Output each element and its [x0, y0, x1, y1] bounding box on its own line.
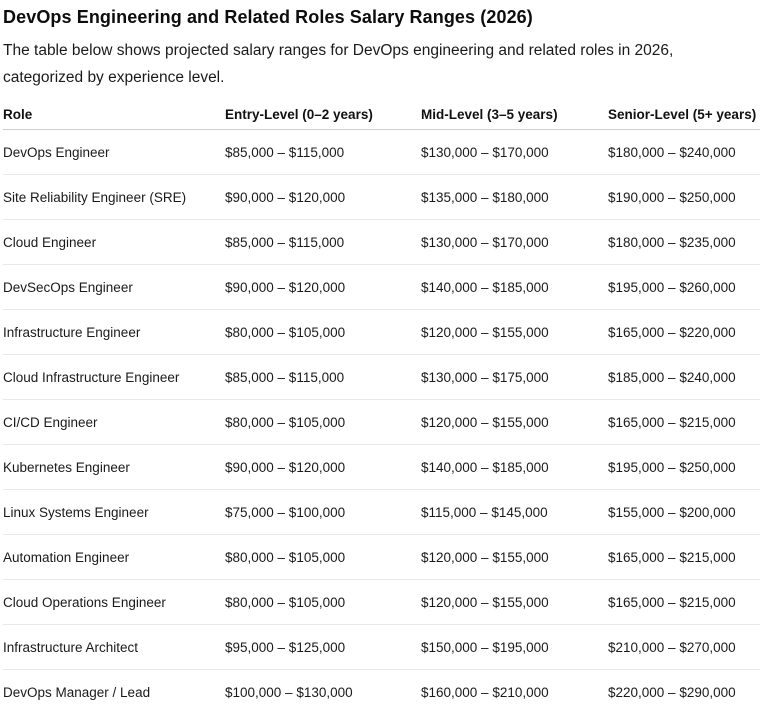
- entry-level-cell: $95,000 – $125,000: [225, 625, 421, 670]
- header-role: Role: [3, 99, 225, 130]
- role-cell: Infrastructure Engineer: [3, 310, 225, 355]
- senior-level-cell: $185,000 – $240,000: [608, 355, 760, 400]
- senior-level-cell: $195,000 – $250,000: [608, 445, 760, 490]
- mid-level-cell: $115,000 – $145,000: [421, 490, 608, 535]
- entry-level-cell: $80,000 – $105,000: [225, 400, 421, 445]
- mid-level-cell: $130,000 – $175,000: [421, 355, 608, 400]
- role-cell: DevOps Manager / Lead: [3, 684, 151, 700]
- header-senior-level: Senior-Level (5+ years): [608, 99, 760, 130]
- mid-level-cell: $120,000 – $155,000: [421, 400, 608, 445]
- entry-level-cell: $80,000 – $105,000: [225, 535, 421, 580]
- role-cell: DevOps Engineer: [3, 130, 225, 175]
- table-row: [3, 310, 760, 355]
- entry-level-cell: $75,000 – $100,000: [225, 490, 421, 535]
- mid-level-cell: $160,000 – $210,000: [421, 684, 549, 700]
- mid-level-cell: $130,000 – $170,000: [421, 220, 608, 265]
- role-cell: Linux Systems Engineer: [3, 490, 225, 535]
- senior-level-cell: $210,000 – $270,000: [608, 625, 760, 670]
- table-row: [3, 220, 760, 265]
- entry-level-cell: $90,000 – $120,000: [225, 175, 421, 220]
- table-row: [3, 400, 760, 445]
- table-row: [3, 490, 760, 535]
- table-body: [3, 130, 760, 715]
- role-cell: Cloud Infrastructure Engineer: [3, 355, 225, 400]
- senior-level-cell: $165,000 – $215,000: [608, 535, 760, 580]
- entry-level-cell: $90,000 – $120,000: [225, 445, 421, 490]
- role-cell: Cloud Operations Engineer: [3, 580, 225, 625]
- intro-paragraph: The table below shows projected salary ranges for DevOps engineering and related roles in 2026, categorized by experience level.: [3, 42, 674, 86]
- role-cell: Site Reliability Engineer (SRE): [3, 175, 225, 220]
- senior-level-cell: $180,000 – $235,000: [608, 220, 760, 265]
- senior-level-cell: $165,000 – $215,000: [608, 400, 760, 445]
- entry-level-cell: $80,000 – $105,000: [225, 310, 421, 355]
- role-cell: Automation Engineer: [3, 535, 225, 580]
- mid-level-cell: $150,000 – $195,000: [421, 625, 608, 670]
- table-row: [3, 355, 760, 400]
- role-cell: CI/CD Engineer: [3, 400, 225, 445]
- role-cell: Infrastructure Architect: [3, 625, 225, 670]
- entry-level-cell: $85,000 – $115,000: [225, 220, 421, 265]
- role-cell: Kubernetes Engineer: [3, 445, 225, 490]
- mid-level-cell: $120,000 – $155,000: [421, 580, 608, 625]
- entry-level-cell: $85,000 – $115,000: [225, 355, 421, 400]
- mid-level-cell: $120,000 – $155,000: [421, 535, 608, 580]
- role-cell: Cloud Engineer: [3, 220, 225, 265]
- senior-level-cell: $195,000 – $260,000: [608, 265, 760, 310]
- table-row: [3, 175, 760, 220]
- senior-level-cell: $180,000 – $240,000: [608, 130, 760, 175]
- senior-level-cell: $165,000 – $220,000: [608, 310, 760, 355]
- table-row: [3, 535, 760, 580]
- senior-level-cell: $190,000 – $250,000: [608, 175, 760, 220]
- mid-level-cell: $140,000 – $185,000: [421, 445, 608, 490]
- table-row: [3, 670, 760, 715]
- entry-level-cell: $90,000 – $120,000: [225, 265, 421, 310]
- mid-level-cell: $135,000 – $180,000: [421, 175, 608, 220]
- table-row: [3, 580, 760, 625]
- mid-level-cell: $140,000 – $185,000: [421, 265, 608, 310]
- table-row: [3, 130, 760, 175]
- table-row: [3, 445, 760, 490]
- page-title: DevOps Engineering and Related Roles Salary Ranges (2026): [3, 7, 533, 27]
- table-header-row: [3, 99, 760, 130]
- table-row: [3, 265, 760, 310]
- role-cell: DevSecOps Engineer: [3, 265, 225, 310]
- header-entry-level: Entry-Level (0–2 years): [225, 99, 421, 130]
- salary-table: [3, 99, 760, 714]
- mid-level-cell: $120,000 – $155,000: [421, 310, 608, 355]
- senior-level-cell: $155,000 – $200,000: [608, 490, 760, 535]
- senior-level-cell: $165,000 – $215,000: [608, 580, 760, 625]
- entry-level-cell: $100,000 – $130,000: [225, 684, 353, 700]
- entry-level-cell: $85,000 – $115,000: [225, 130, 421, 175]
- senior-level-cell: $220,000 – $290,000: [608, 684, 736, 700]
- table-row: [3, 625, 760, 670]
- entry-level-cell: $80,000 – $105,000: [225, 580, 421, 625]
- mid-level-cell: $130,000 – $170,000: [421, 130, 608, 175]
- header-mid-level: Mid-Level (3–5 years): [421, 99, 608, 130]
